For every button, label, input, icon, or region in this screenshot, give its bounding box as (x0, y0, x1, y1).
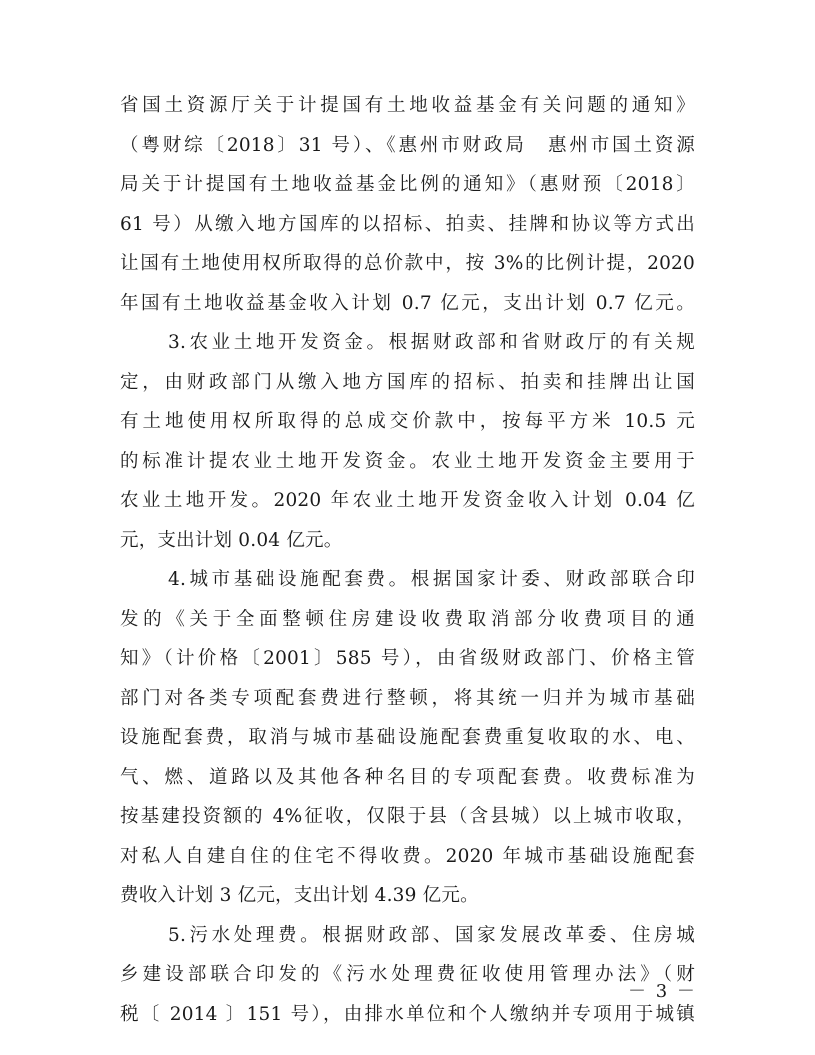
text-line: 发的《关于全面整顿住房建设收费取消部分收费项目的通 (120, 609, 695, 630)
paragraph-heading-line: 4.城市基础设施配套费。根据国家计委、财政部联合印 (168, 569, 695, 590)
text-line: 年国有土地收益基金收入计划 0.7 亿元，支出计划 0.7 亿元。 (120, 293, 695, 314)
text-line: 设施配套费，取消与城市基础设施配套费重复收取的水、电、 (120, 727, 695, 748)
text-line: 省国土资源厅关于计提国有土地收益基金有关问题的通知》 (120, 95, 695, 116)
text-line: 知》（计价格〔2001〕585 号），由省级财政部门、价格主管 (120, 648, 695, 669)
text-line: 乡建设部联合印发的《污水处理费征收使用管理办法》（财 (120, 964, 695, 985)
text-line: 让国有土地使用权所取得的总价款中，按 3%的比例计提，2020 (120, 253, 695, 274)
text-line: （粤财综〔2018〕31 号）、《惠州市财政局 惠州市国土资源 (120, 135, 695, 156)
text-line: 定，由财政部门从缴入地方国库的招标、拍卖和挂牌出让国 (120, 372, 695, 393)
text-line: 气、燃、道路以及其他各种名目的专项配套费。收费标准为 (120, 767, 695, 788)
text-line: 61 号）从缴入地方国库的以招标、拍卖、挂牌和协议等方式出 (120, 214, 695, 235)
text-line: 局关于计提国有土地收益基金比例的通知》（惠财预〔2018〕 (120, 174, 695, 195)
text-line: 费收入计划 3 亿元，支出计划 4.39 亿元。 (120, 885, 479, 906)
text-line: 农业土地开发。2020 年农业土地开发资金收入计划 0.04 亿 (120, 490, 695, 511)
text-line: 部门对各类专项配套费进行整顿，将其统一归并为城市基础 (120, 688, 695, 709)
text-line: 的标准计提农业土地开发资金。农业土地开发资金主要用于 (120, 451, 695, 472)
paragraph-heading-line: 5.污水处理费。根据财政部、国家发展改革委、住房城 (168, 925, 695, 946)
text-line: 对私人自建自住的住宅不得收费。2020 年城市基础设施配套 (120, 846, 695, 867)
paragraph-heading-line: 3.农业土地开发资金。根据财政部和省财政厅的有关规 (168, 332, 695, 353)
text-line: 有土地使用权所取得的总成交价款中，按每平方米 10.5 元 (120, 411, 695, 432)
text-line: 元，支出计划 0.04 亿元。 (120, 530, 343, 551)
page-number: － 3 － (628, 981, 697, 1002)
text-line: 税〔 2014 〕151 号），由排水单位和个人缴纳并专项用于城镇 (120, 1004, 695, 1025)
text-line: 按基建投资额的 4%征收，仅限于县（含县城）以上城市收取， (120, 806, 695, 827)
